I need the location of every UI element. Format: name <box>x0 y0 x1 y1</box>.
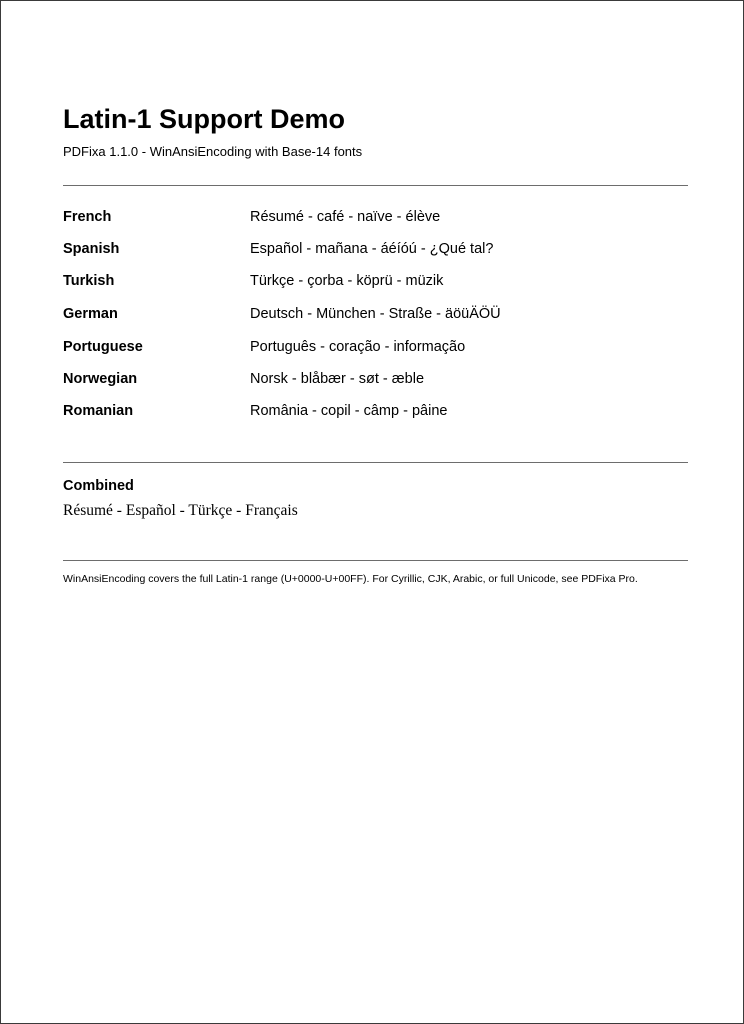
divider-bottom <box>63 560 688 561</box>
language-row-romanian <box>63 402 688 424</box>
language-name: Turkish <box>63 273 115 289</box>
language-sample: Deutsch - München - Straße - äöüÄÖÜ <box>250 306 501 322</box>
divider-top <box>63 185 688 186</box>
language-row-turkish <box>63 272 688 294</box>
language-sample: Português - coração - informação <box>250 339 466 355</box>
language-row-german <box>63 305 688 327</box>
language-row-norwegian <box>63 370 688 392</box>
combined-sample: Résumé - Español - Türkçe - Français <box>63 502 298 519</box>
language-row-spanish <box>63 240 688 262</box>
language-name: Spanish <box>63 241 120 257</box>
page-title: Latin-1 Support Demo <box>63 104 345 134</box>
language-name: German <box>63 306 118 322</box>
language-sample: Español - mañana - áéíóú - ¿Qué tal? <box>250 241 494 257</box>
language-name: Portuguese <box>63 339 143 355</box>
footnote: WinAnsiEncoding covers the full Latin-1 range (U+0000-U+00FF). For Cyrillic, CJK, Arabic, or full Unicode, see PDFixa Pro. <box>63 573 638 585</box>
language-row-portuguese <box>63 338 688 360</box>
combined-heading: Combined <box>63 478 134 494</box>
language-name: French <box>63 209 112 225</box>
language-sample: Résumé - café - naïve - élève <box>250 209 441 225</box>
language-sample: România - copil - câmp - pâine <box>250 403 448 419</box>
language-name: Norwegian <box>63 371 138 387</box>
language-name: Romanian <box>63 403 134 419</box>
language-row-french <box>63 208 688 230</box>
language-sample: Türkçe - çorba - köprü - müzik <box>250 273 444 289</box>
page-subtitle: PDFixa 1.1.0 - WinAnsiEncoding with Base-14 fonts <box>63 144 363 159</box>
divider-middle <box>63 462 688 463</box>
language-sample: Norsk - blåbær - søt - æble <box>250 371 425 387</box>
